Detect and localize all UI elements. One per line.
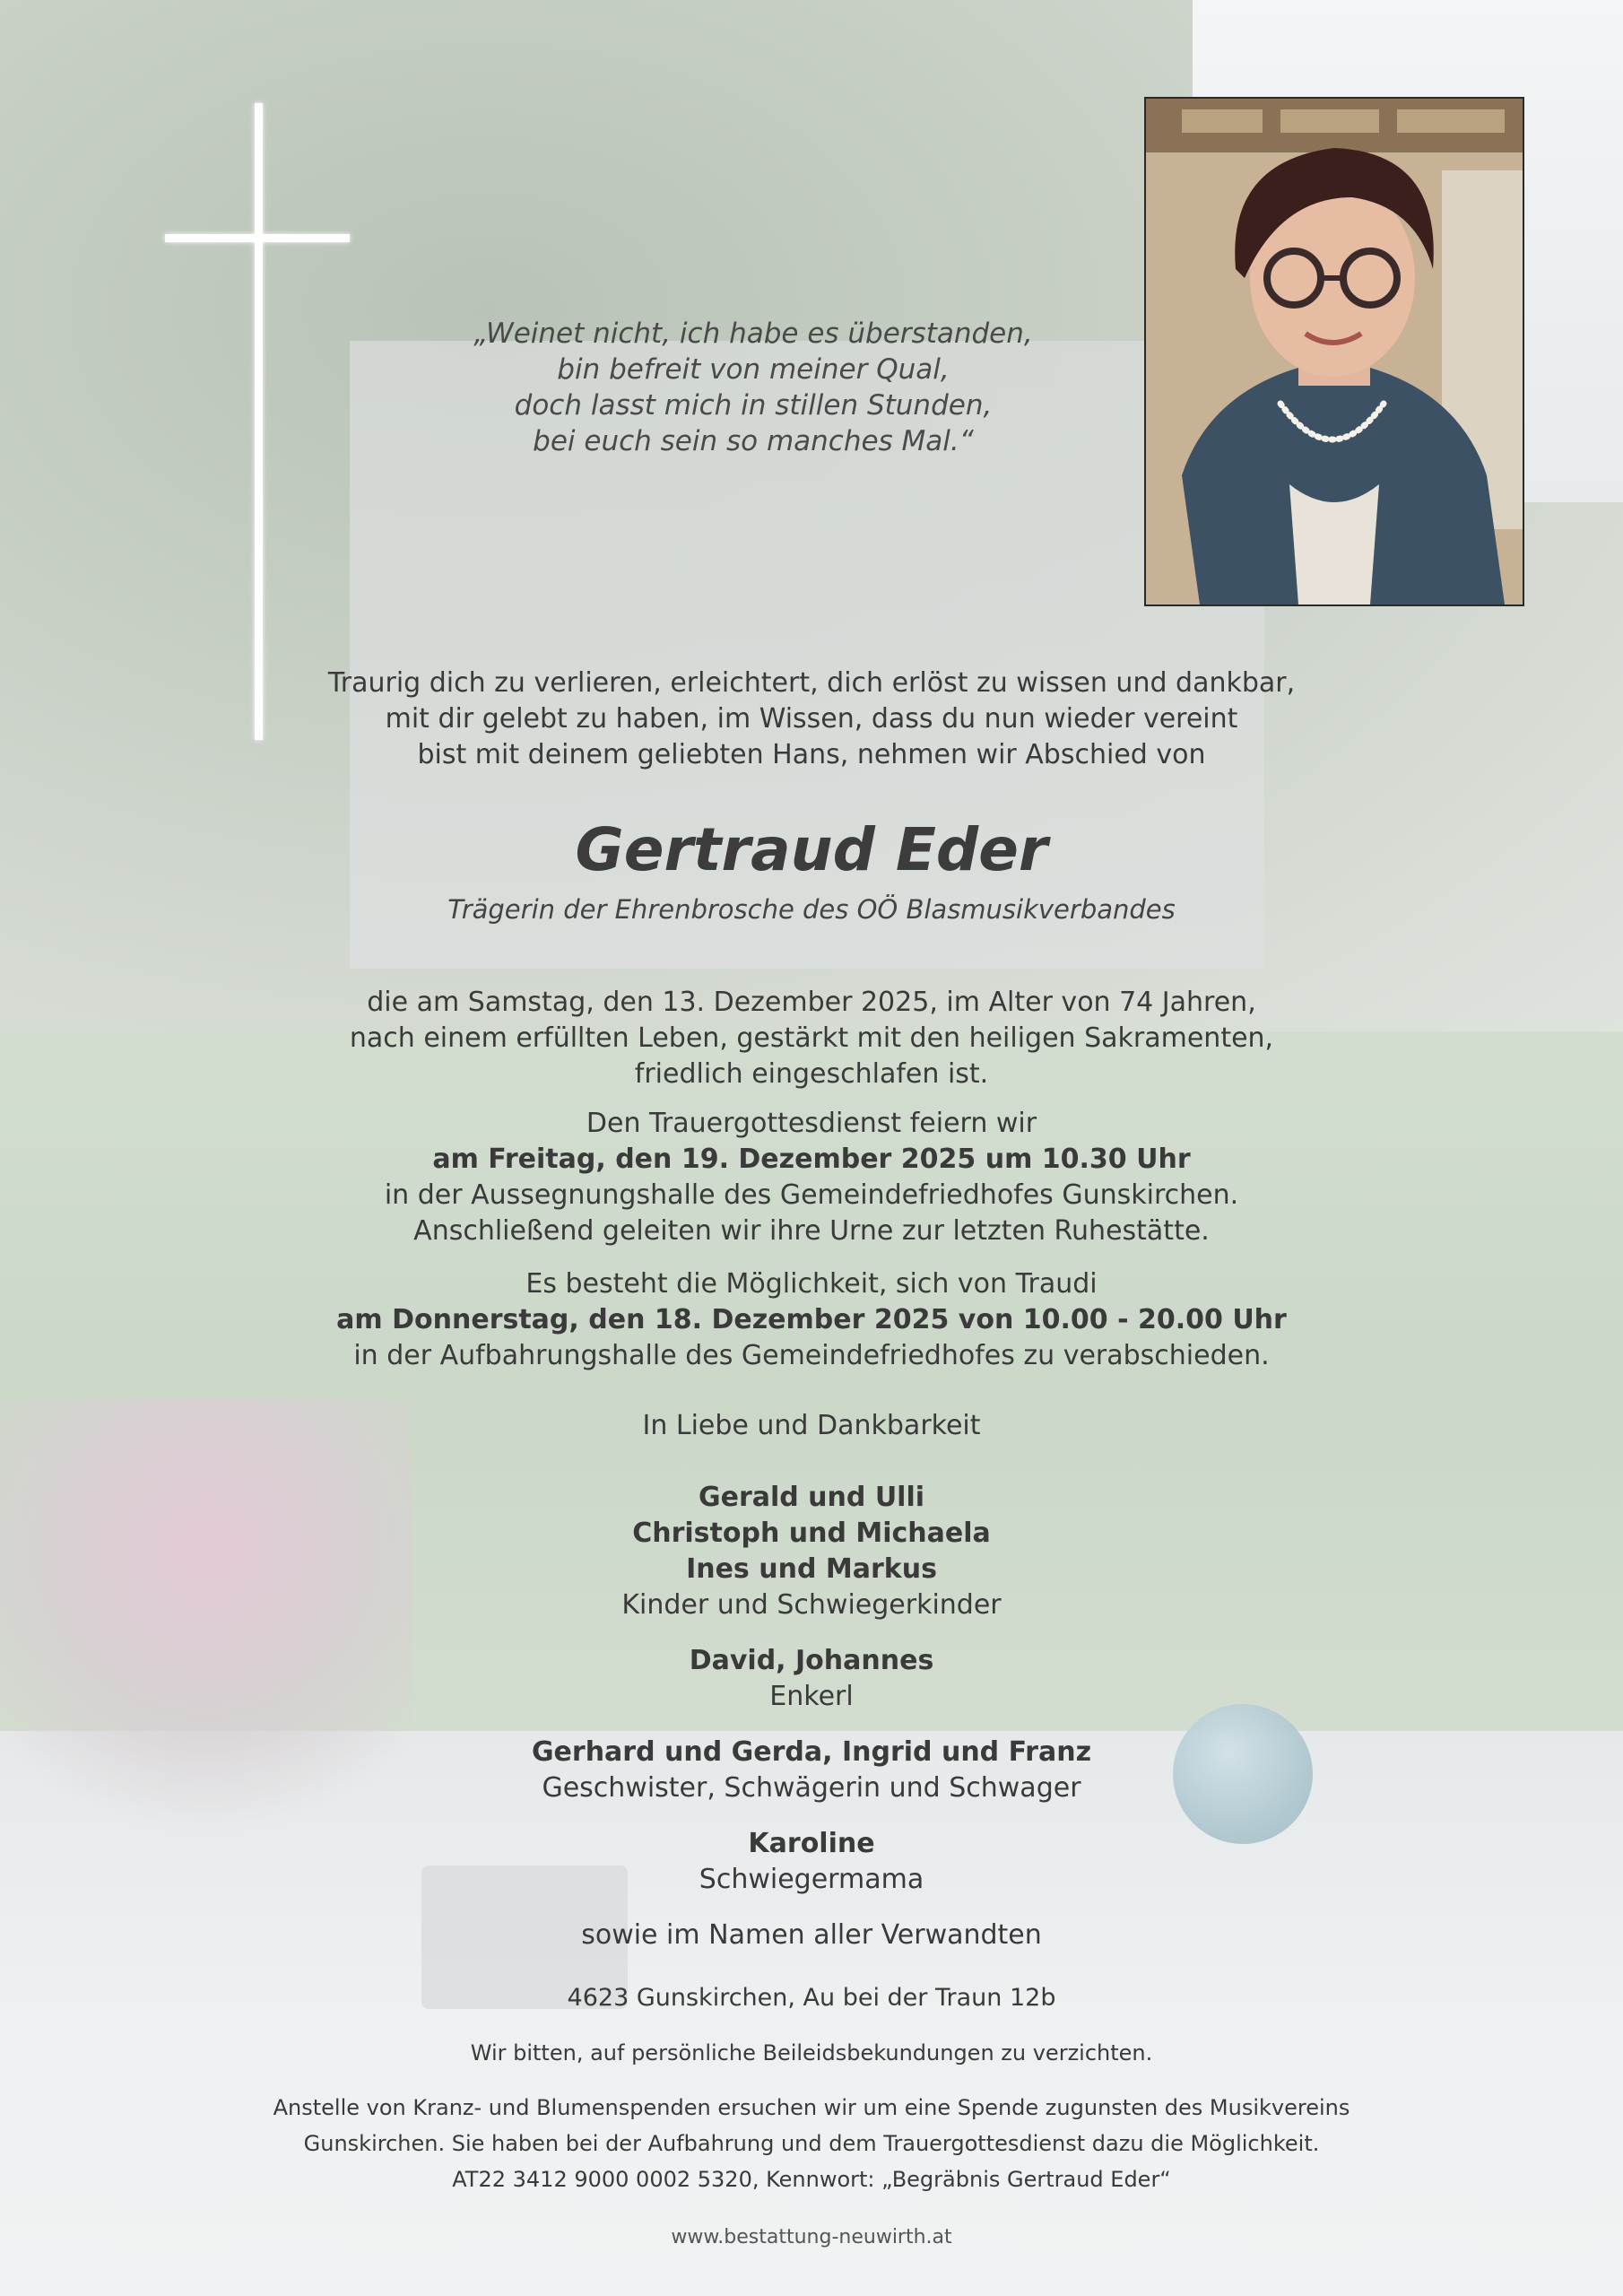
quote-line: doch lasst mich in stillen Stunden, — [514, 389, 993, 422]
deceased-name: Gertraud Eder — [575, 815, 1048, 884]
family-relation: Kinder und Schwiegerkinder — [621, 1589, 1002, 1621]
memorial-quote — [395, 316, 1112, 459]
quote-line: bei euch sein so manches Mal.“ — [533, 425, 974, 457]
service-date: am Freitag, den 19. Dezember 2025 um 10.30 Uhr — [432, 1144, 1191, 1175]
portrait-photo — [1144, 97, 1524, 606]
condolence-request: Wir bitten, auf persönliche Beileidsbekundungen zu verzichten. — [470, 2040, 1153, 2066]
passing-line: nach einem erfüllten Leben, gestärkt mit den heiligen Sakramenten, — [349, 1022, 1274, 1054]
viewing-location: in der Aufbahrungshalle des Gemeindefriedhofes zu verabschieden. — [353, 1340, 1270, 1371]
intro-line: bist mit deinem geliebten Hans, nehmen wir Abschied von — [417, 739, 1206, 770]
family-member: Ines und Markus — [686, 1553, 937, 1585]
passing-line: friedlich eingeschlafen ist. — [634, 1058, 989, 1090]
family-member: Gerald und Ulli — [698, 1482, 925, 1513]
intro-line: mit dir gelebt zu haben, im Wissen, dass du nun wieder vereint — [385, 703, 1238, 735]
service-urn-note: Anschließend geleiten wir ihre Urne zur letzten Ruhestätte. — [413, 1215, 1210, 1247]
family-member: Karoline — [748, 1828, 875, 1859]
quote-line: bin befreit von meiner Qual, — [557, 353, 950, 386]
funeral-service-info — [206, 1106, 1417, 1249]
donation-line: Gunskirchen. Sie haben bei der Aufbahrung und dem Trauergottesdienst dazu die Möglichkeit. — [303, 2131, 1320, 2156]
closing-phrase: In Liebe und Dankbarkeit — [642, 1410, 981, 1441]
donation-bank-details: AT22 3412 9000 0002 5320, Kennwort: „Begräbnis Gertraud Eder“ — [452, 2167, 1171, 2192]
family-group-children — [206, 1480, 1417, 1623]
family-relation: Schwiegermama — [699, 1864, 924, 1895]
service-location: in der Aussegnungshalle des Gemeindefriedhofes Gunskirchen. — [384, 1179, 1239, 1211]
quote-line: „Weinet nicht, ich habe es überstanden, — [473, 317, 1033, 350]
intro-text — [206, 665, 1417, 773]
viewing-intro: Es besteht die Möglichkeit, sich von Traudi — [525, 1268, 1098, 1300]
website-link[interactable]: www.bestattung-neuwirth.at — [671, 2226, 952, 2248]
family-group-mother-in-law — [206, 1826, 1417, 1898]
viewing-info — [206, 1266, 1417, 1374]
family-group-siblings — [206, 1735, 1417, 1806]
intro-line: Traurig dich zu verlieren, erleichtert, dich erlöst zu wissen und dankbar, — [327, 667, 1296, 699]
family-relation: Geschwister, Schwägerin und Schwager — [542, 1772, 1081, 1804]
donation-note — [206, 2090, 1417, 2197]
viewing-date: am Donnerstag, den 18. Dezember 2025 von 10.00 - 20.00 Uhr — [336, 1304, 1287, 1335]
service-intro: Den Trauergottesdienst feiern wir — [586, 1108, 1037, 1139]
relatives-note: sowie im Namen aller Verwandten — [581, 1919, 1042, 1951]
passing-line: die am Samstag, den 13. Dezember 2025, im Alter von 74 Jahren, — [367, 987, 1256, 1018]
address: 4623 Gunskirchen, Au bei der Traun 12b — [567, 1984, 1056, 2012]
honor-subtitle: Trägerin der Ehrenbrosche des OÖ Blasmusikverbandes — [447, 894, 1176, 925]
family-list — [206, 1480, 1417, 1953]
family-group-grandchildren — [206, 1643, 1417, 1715]
family-member: Christoph und Michaela — [632, 1518, 991, 1549]
donation-line: Anstelle von Kranz- und Blumenspenden ersuchen wir um eine Spende zugunsten des Musikvereins — [273, 2095, 1350, 2120]
family-member: Gerhard und Gerda, Ingrid und Franz — [531, 1736, 1092, 1768]
family-relation: Enkerl — [769, 1681, 854, 1712]
family-member: David, Johannes — [689, 1645, 934, 1676]
passing-text — [206, 985, 1417, 1092]
